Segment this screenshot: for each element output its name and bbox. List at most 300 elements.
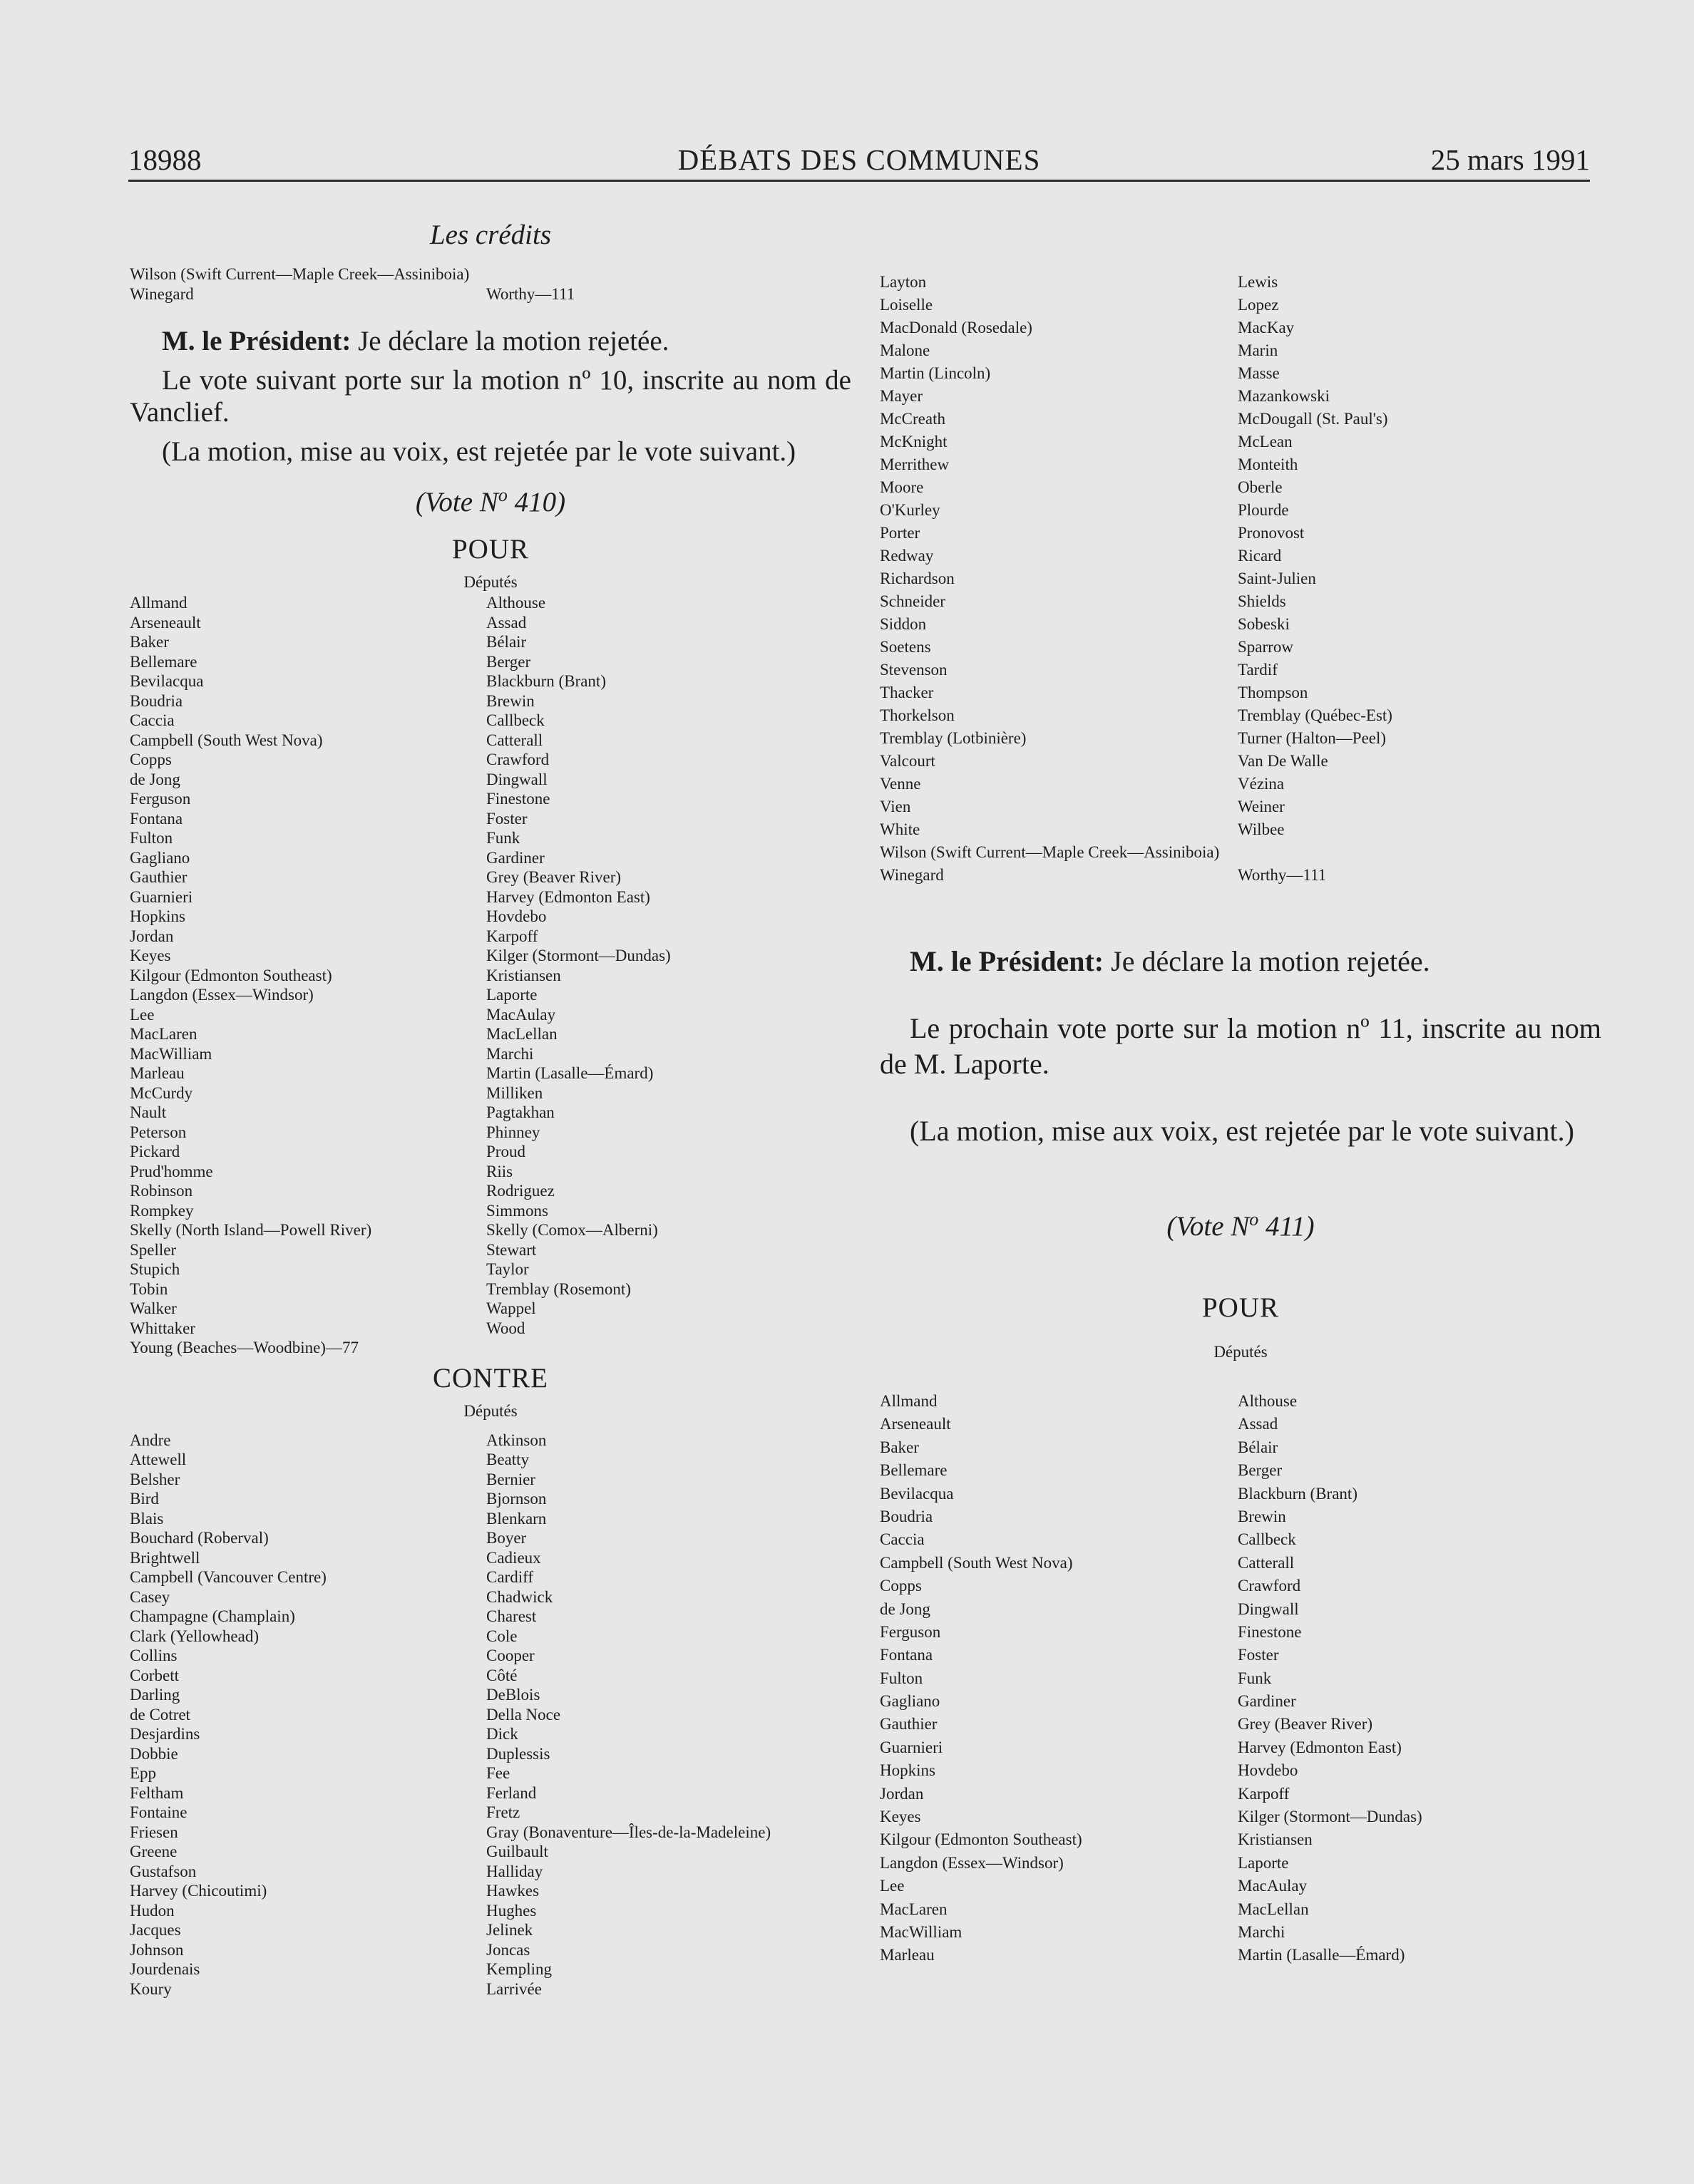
member-name: McDougall (St. Paul's) [1238,410,1388,428]
member-name: Fontaine [130,1803,188,1821]
member-row [880,499,1601,522]
member-row [130,750,851,770]
member-row [130,731,851,751]
member-name: Martin (Lincoln) [880,364,991,382]
member-name: Belsher [130,1470,180,1488]
member-name: Blais [130,1509,164,1528]
member-name: Dingwall [1238,1600,1299,1618]
member-name: Allmand [880,1392,938,1410]
contre-vote-list-continued [880,271,1601,887]
member-name: Callbeck [486,711,545,729]
member-name: Andre [130,1431,171,1449]
member-row [880,613,1601,636]
member-name: Nault [130,1103,167,1121]
member-name: Cole [486,1627,518,1645]
member-row [130,1823,851,1843]
member-row [130,593,851,613]
member-name: Ferland [486,1783,537,1802]
motion-result: (La motion, mise au voix, est rejetée par le vote suivant.) [162,436,796,467]
member-name: Copps [130,751,172,768]
member-name: Schneider [880,592,945,610]
member-row [130,1587,851,1607]
member-name: Jordan [880,1784,924,1803]
member-name: Casey [130,1587,170,1606]
member-row [130,1920,851,1940]
member-row [130,770,851,790]
member-row [880,1828,1601,1851]
member-row [130,1940,851,1960]
member-name: MacLaren [880,1900,948,1918]
member-row [130,1627,851,1647]
member-name: Merrithew [880,455,950,473]
member-name: Rodriguez [486,1182,555,1200]
member-row [130,1646,851,1666]
member-name: de Cotret [130,1705,190,1724]
member-name: MacLellan [1238,1900,1309,1918]
member-name: Sobeski [1238,615,1290,633]
member-name: Hovdebo [1238,1761,1298,1780]
member-row [880,1413,1601,1436]
member-row [880,1390,1601,1413]
member-row [130,1142,851,1162]
member-name: Whittaker [130,1319,195,1337]
member-name: Gustafson [130,1862,197,1880]
member-name: Jelinek [486,1921,533,1939]
member-name: Finestone [486,790,550,808]
speaker-statement [880,944,1601,979]
pour-vote-list [130,593,851,1358]
member-name: Wilson (Swift Current—Maple Creek—Assiniboia) [880,843,1220,861]
member-row [880,476,1601,499]
member-name: Venne [880,775,921,793]
member-name: Hovdebo [486,907,547,925]
speaker-text: Je déclare la motion rejetée. [351,326,669,356]
member-name: Fulton [880,1669,923,1687]
member-name: Bevilacqua [880,1484,954,1503]
member-name: Funk [486,829,520,847]
member-name: Grey (Beaver River) [486,868,622,886]
member-name: Kilger (Stormont—Dundas) [486,947,671,964]
member-row [880,1528,1601,1551]
speaker-statement [130,325,851,357]
member-name: MacLellan [486,1025,558,1043]
member-row [880,545,1601,567]
member-name: Fulton [130,829,173,847]
member-name: Dick [486,1725,518,1743]
member-row [130,1881,851,1901]
member-name: Chadwick [486,1587,553,1606]
member-name: de Jong [130,770,180,788]
member-name: Kempling [486,1960,552,1978]
member-row [130,1431,851,1451]
member-row [880,795,1601,818]
member-row [130,1979,851,1999]
member-row [880,316,1601,339]
member-row [130,691,851,711]
member-name: White [880,820,920,838]
member-row [880,1713,1601,1736]
member-name: Kristiansen [1238,1830,1313,1849]
member-name: Bevilacqua [130,672,204,690]
contre-vote-list [130,1431,851,1999]
member-name: Arseneault [880,1415,951,1433]
member-row [130,1450,851,1470]
member-name: McKnight [880,433,948,450]
member-name: Kilgour (Edmonton Southeast) [880,1830,1082,1849]
right-column [880,271,1601,1967]
member-row [880,864,1601,887]
member-row [130,1220,851,1240]
vote-number: (Vote $N^o$ 411) [1166,1209,1315,1242]
member-row [130,809,851,829]
member-name: Finestone [1238,1622,1302,1641]
pour-heading: POUR [451,534,530,565]
member-name: Saint-Julien [1238,570,1316,587]
member-name: Blackburn (Brant) [486,672,606,690]
member-row [130,1044,851,1064]
member-row [130,264,851,284]
member-name: Peterson [130,1123,187,1141]
member-name: Porter [880,524,920,542]
member-name: Campbell (South West Nova) [880,1553,1073,1572]
member-name: Robinson [130,1182,193,1200]
member-name: DeBlois [486,1686,540,1704]
member-row [880,1806,1601,1828]
member-row [880,385,1601,408]
member-name: Pagtakhan [486,1103,555,1121]
member-row [130,1279,851,1299]
member-row [130,632,851,652]
member-name: Prud'homme [130,1162,213,1180]
speaker-text: Je déclare la motion rejetée. [1104,945,1430,977]
member-row [130,1685,851,1705]
member-name: Charest [486,1607,537,1625]
member-name: McCreath [880,410,945,428]
member-name: Gagliano [130,848,190,867]
member-row [130,1567,851,1587]
member-row [880,1598,1601,1621]
member-name: Guarnieri [130,887,193,906]
member-name: Martin (Lasalle—Émard) [1238,1946,1405,1964]
member-name: Gauthier [880,1715,938,1734]
member-name: Loiselle [880,296,933,314]
member-name: Turner (Halton—Peel) [1238,729,1387,747]
member-row [880,704,1601,727]
member-row [130,1201,851,1221]
member-name: Kilgour (Edmonton Southeast) [130,966,332,984]
member-name: Baker [130,633,169,651]
header-rule [128,180,1590,182]
member-name: Pronovost [1238,524,1305,542]
member-row [880,590,1601,613]
page-header [128,141,1590,178]
member-name: Tardif [1238,661,1278,679]
member-name: MacWilliam [130,1044,212,1063]
member-row [130,1724,851,1744]
member-name: Mayer [880,387,923,405]
member-name: Malone [880,341,930,359]
member-name: Marleau [880,1946,935,1964]
member-name: Marchi [486,1044,534,1063]
member-name: Joncas [486,1940,530,1959]
member-name: Althouse [486,594,546,612]
member-name: Boudria [880,1507,933,1525]
member-name: Langdon (Essex—Windsor) [880,1853,1064,1872]
member-row [130,1607,851,1627]
member-row [130,1299,851,1319]
member-name: Gagliano [880,1692,940,1711]
speaker-name: M. le Président: [162,326,351,356]
member-name: Crawford [1238,1577,1301,1595]
member-row [130,613,851,633]
member-name: Keyes [130,947,171,964]
member-row [130,1319,851,1339]
member-name: Jourdenais [130,1960,200,1978]
member-name: Worthy—111 [486,284,575,303]
member-name: Fretz [486,1803,520,1821]
member-name: Marin [1238,341,1278,359]
member-name: Thompson [1238,684,1308,701]
member-name: Boudria [130,691,183,710]
member-name: Harvey (Edmonton East) [1238,1738,1402,1756]
left-column [130,217,851,1999]
member-name: Copps [880,1577,922,1595]
member-name: MacDonald (Rosedale) [880,319,1032,336]
member-name: MacWilliam [880,1922,962,1941]
member-name: Caccia [130,711,175,729]
member-name: Cardiff [486,1568,534,1586]
member-name: Baker [880,1438,919,1456]
member-name: Jacques [130,1921,181,1939]
member-row [880,1690,1601,1713]
page-date: 25 mars 1991 [1430,143,1590,176]
member-name: Althouse [1238,1392,1298,1410]
member-row [880,773,1601,795]
deputes-label: Députés [463,1401,518,1420]
member-name: Redway [880,547,934,565]
member-row [130,1705,851,1725]
member-name: Beatty [486,1451,530,1468]
member-name: Marchi [1238,1922,1285,1941]
member-row [880,522,1601,545]
member-row [880,841,1601,864]
member-row [880,1575,1601,1597]
member-name: Wilbee [1238,820,1285,838]
member-name: Bird [130,1490,159,1508]
member-name: Laporte [1238,1853,1289,1872]
member-name: Bouchard (Roberval) [130,1529,269,1547]
member-name: Bjornson [486,1490,547,1508]
member-name: Hopkins [130,907,185,925]
member-row [880,339,1601,362]
member-row [130,1470,851,1490]
member-name: Campbell (South West Nova) [130,731,323,749]
member-row [880,1759,1601,1782]
member-name: Van De Walle [1238,752,1328,770]
member-name: Assad [486,613,527,632]
member-name: Brewin [1238,1507,1286,1525]
member-name: Laporte [486,986,538,1004]
member-name: Skelly (North Island—Powell River) [130,1221,372,1239]
member-name: Assad [1238,1415,1278,1433]
member-name: Mazankowski [1238,387,1330,405]
member-name: O'Kurley [880,501,940,519]
member-name: Koury [130,1979,172,1998]
member-name: Wood [486,1319,525,1337]
member-row [130,789,851,809]
contre-heading: CONTRE [433,1362,548,1394]
member-name: Bélair [486,633,527,651]
member-name: Gardiner [1238,1692,1296,1711]
member-name: Gray (Bonaventure—Îles-de-la-Madeleine) [486,1823,771,1841]
member-name: Weiner [1238,798,1285,815]
member-name: Tobin [130,1279,168,1298]
member-row [130,1123,851,1143]
member-row [880,1736,1601,1759]
member-name: Langdon (Essex—Windsor) [130,986,314,1004]
member-name: Duplessis [486,1744,550,1763]
section-title: Les crédits [429,220,552,250]
member-name: Attewell [130,1451,187,1468]
member-name: Lewis [1238,273,1278,291]
member-row [880,1921,1601,1944]
member-name: Friesen [130,1823,178,1841]
member-name: Corbett [130,1666,179,1684]
member-name: Karpoff [486,927,538,945]
member-name: Berger [1238,1461,1283,1480]
member-name: Young (Beaches—Woodbine)—77 [130,1339,359,1356]
member-name: Campbell (Vancouver Centre) [130,1568,327,1586]
member-name: Masse [1238,364,1280,382]
member-row [880,1944,1601,1967]
member-name: Stewart [486,1240,537,1259]
member-name: Fontana [880,1646,933,1664]
member-name: Bélair [1238,1438,1278,1456]
member-name: Guilbault [486,1843,548,1860]
member-row [880,362,1601,385]
member-row [130,1548,851,1568]
member-name: Cadieux [486,1548,541,1567]
member-name: Soetens [880,638,931,656]
member-row [130,1763,851,1783]
member-row [880,294,1601,316]
member-name: Della Noce [486,1705,561,1724]
member-name: Hughes [486,1901,537,1920]
member-row [130,1162,851,1182]
member-name: Crawford [486,751,550,768]
member-name: Gauthier [130,868,188,886]
member-row [130,1666,851,1686]
pour-vote-list [880,1390,1601,1967]
member-name: Greene [130,1843,178,1860]
member-name: Guarnieri [880,1738,943,1756]
member-row [130,1842,851,1862]
member-name: Monteith [1238,455,1298,473]
member-name: Desjardins [130,1725,200,1743]
member-name: Halliday [486,1862,543,1880]
member-row [130,828,851,848]
member-row [880,453,1601,476]
member-name: Pickard [130,1143,180,1160]
journal-title: DÉBATS DES COMMUNES [677,143,1041,176]
member-name: Tremblay (Québec-Est) [1238,706,1392,724]
member-name: Blenkarn [486,1509,547,1528]
member-row [880,1505,1601,1528]
member-name: Bernier [486,1470,535,1488]
member-name: Tremblay (Lotbinière) [880,729,1027,747]
member-name: Brightwell [130,1548,200,1567]
member-row [130,671,851,691]
member-row [130,1063,851,1083]
member-row [880,1875,1601,1897]
member-name: Foster [1238,1646,1279,1664]
member-name: Gardiner [486,848,545,867]
member-name: MacAulay [486,1005,556,1024]
member-row [880,1852,1601,1875]
member-name: Atkinson [486,1431,547,1449]
member-name: MacAulay [1238,1877,1308,1895]
member-row [130,1338,851,1358]
member-name: Feltham [130,1783,184,1802]
member-row [130,927,851,947]
member-name: Phinney [486,1123,540,1141]
member-name: Wilson (Swift Current—Maple Creek—Assiniboia) [130,265,470,283]
member-name: Jordan [130,927,174,945]
member-name: Catterall [1238,1553,1295,1572]
member-name: Walker [130,1299,177,1317]
member-row [880,1644,1601,1667]
member-name: Speller [130,1240,177,1259]
carryover-vote-list [130,264,851,304]
member-row [130,867,851,887]
member-name: Skelly (Comox—Alberni) [486,1221,658,1239]
member-row [880,431,1601,453]
member-name: Johnson [130,1940,184,1959]
motion-announcement: Le prochain vote porte sur la motion nº 11, inscrite au nom de M. Laporte. [880,1012,1601,1080]
member-name: Moore [880,478,924,496]
member-name: Blackburn (Brant) [1238,1484,1357,1503]
member-row [130,1901,851,1921]
member-row [130,1862,851,1882]
member-name: Larrivée [486,1979,542,1998]
member-row [880,1552,1601,1575]
member-name: Foster [486,809,528,828]
member-name: Arseneault [130,613,201,632]
member-name: Karpoff [1238,1784,1290,1803]
member-row [880,1483,1601,1505]
member-row [880,681,1601,704]
member-name: Grey (Beaver River) [1238,1715,1373,1734]
member-row [880,1459,1601,1482]
member-name: Dobbie [130,1744,178,1763]
member-row [130,887,851,907]
member-name: Kilger (Stormont—Dundas) [1238,1808,1422,1826]
member-name: Dingwall [486,770,548,788]
member-name: Valcourt [880,752,935,770]
member-row [130,1240,851,1260]
member-name: Sparrow [1238,638,1293,656]
member-name: Cooper [486,1647,535,1664]
member-row [130,1005,851,1025]
member-row [880,818,1601,841]
member-name: MacKay [1238,319,1295,336]
member-row [130,652,851,672]
member-row [130,284,851,304]
member-row [130,1803,851,1823]
member-row [130,1489,851,1509]
member-row [880,636,1601,659]
member-name: Rompkey [130,1201,194,1220]
